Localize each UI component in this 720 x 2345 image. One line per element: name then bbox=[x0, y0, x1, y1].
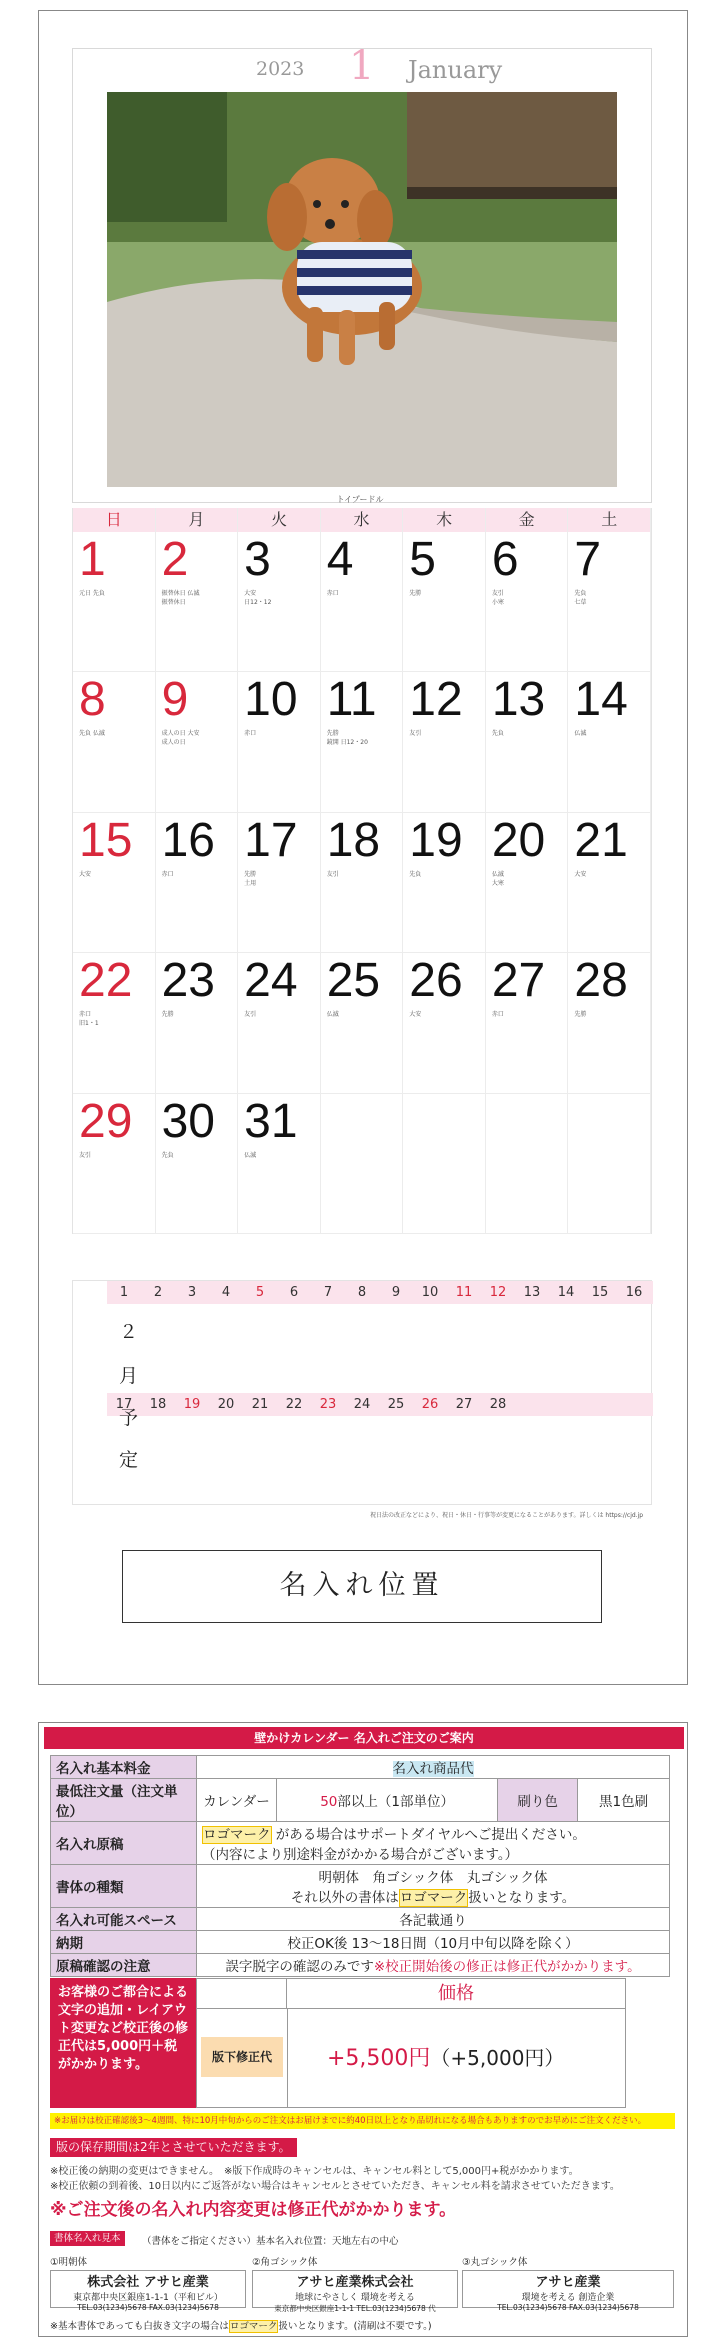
draft-text-2: （内容により別途料金がかかる場合がございます。） bbox=[202, 1847, 519, 1863]
due-label: 納期 bbox=[51, 1931, 197, 1954]
sample-company: アサヒ産業株式会社 bbox=[296, 2275, 414, 2290]
schedule-day: 12 bbox=[489, 1285, 507, 1300]
schedule-day: 5 bbox=[255, 1285, 265, 1300]
rokuyo-label: 赤口 bbox=[79, 1011, 92, 1019]
schedule-day: 13 bbox=[523, 1285, 541, 1300]
date-number: 11 bbox=[326, 673, 377, 727]
event-label: 小寒 bbox=[491, 599, 504, 606]
font-cell bbox=[197, 1865, 670, 1908]
date-number: 15 bbox=[79, 813, 133, 867]
rokuyo-label: 先負 bbox=[491, 730, 504, 738]
calendar-grid bbox=[72, 508, 652, 1234]
date-grid bbox=[73, 532, 651, 1234]
schedule-day: 10 bbox=[421, 1285, 439, 1300]
weekday-4: 木 bbox=[403, 508, 486, 532]
date-cell bbox=[238, 813, 321, 953]
date-number: 31 bbox=[244, 1094, 298, 1148]
rokuyo-label: 大安 bbox=[574, 870, 587, 878]
rokuyo-label: 先勝 bbox=[574, 1011, 587, 1019]
date-number: 16 bbox=[161, 813, 215, 867]
font-text-2b: 扱いとなります。 bbox=[468, 1890, 576, 1906]
date-number: 1 bbox=[79, 533, 106, 586]
sample-title: ①明朝体 bbox=[50, 2257, 88, 2268]
sample-contact: 東京都中央区銀座1-1-1 TEL.03(1234)5678 代 bbox=[274, 2304, 436, 2313]
date-cell bbox=[568, 672, 651, 812]
rokuyo-label: 元日 先負 bbox=[79, 590, 105, 597]
sample-box bbox=[252, 2270, 458, 2313]
date-cell bbox=[321, 813, 404, 953]
event-label: 大寒 bbox=[491, 879, 504, 887]
date-number: 21 bbox=[574, 813, 628, 867]
weekday-3: 水 bbox=[321, 508, 404, 532]
date-number: 5 bbox=[409, 533, 436, 586]
schedule-row-2 bbox=[107, 1393, 653, 1416]
retention-badge: 版の保存期間は2年とさせていただきます。 bbox=[50, 2138, 297, 2157]
date-cell bbox=[486, 1094, 569, 1234]
check-value-2: ※校正開始後の修正は修正代がかかります。 bbox=[373, 1959, 641, 1975]
event-label: 七草 bbox=[574, 599, 587, 606]
date-cell bbox=[73, 672, 156, 812]
date-cell bbox=[403, 953, 486, 1093]
table-row bbox=[51, 1865, 670, 1908]
schedule-day: 8 bbox=[357, 1285, 367, 1300]
date-cell bbox=[321, 1094, 404, 1234]
date-cell bbox=[156, 813, 239, 953]
date-cell bbox=[403, 1094, 486, 1234]
font-text-2a: それ以外の書体は bbox=[290, 1890, 399, 1906]
date-cell bbox=[403, 532, 486, 672]
event-label: 旧1・1 bbox=[79, 1020, 99, 1028]
font-sample-badge: 書体名入れ見本 bbox=[50, 2231, 125, 2246]
font-text-1: 明朝体 角ゴシック体 丸ゴシック体 bbox=[318, 1870, 548, 1886]
sample-contact: TEL.03(1234)5678 FAX.03(1234)5678 bbox=[497, 2303, 639, 2312]
date-cell bbox=[321, 532, 404, 672]
date-number: 17 bbox=[244, 813, 298, 867]
min-unit: 部以上（1部単位） bbox=[337, 1794, 454, 1810]
table-row bbox=[51, 1954, 670, 1977]
revision-fee-notice: お客様のご都合による文字の追加・レイアウト変更など校正後の修正代は5,000円＋税がかかります。 bbox=[50, 1978, 196, 2108]
table-row bbox=[51, 1908, 670, 1931]
schedule-day: 6 bbox=[289, 1285, 299, 1300]
date-cell bbox=[156, 532, 239, 672]
date-cell bbox=[238, 953, 321, 1093]
draft-label: 名入れ原稿 bbox=[51, 1822, 197, 1865]
sample-tagline: 環境を考える 創造企業 bbox=[521, 2293, 615, 2303]
schedule-day: 19 bbox=[183, 1397, 201, 1412]
min-calendar: カレンダー bbox=[197, 1779, 277, 1822]
date-number: 25 bbox=[326, 954, 381, 1008]
rokuyo-label: 振替休日 仏滅 bbox=[161, 590, 200, 597]
table-row bbox=[51, 1756, 670, 1779]
schedule-day: 17 bbox=[115, 1397, 133, 1412]
rokuyo-label: 仏滅 bbox=[244, 1151, 257, 1159]
date-number: 2 bbox=[161, 533, 189, 586]
rokuyo-label: 先負 bbox=[574, 590, 587, 597]
price-value: +5,500円 bbox=[327, 2046, 431, 2071]
price-label: 版下修正代 bbox=[201, 2037, 283, 2077]
logo-mark-tag: ロゴマーク bbox=[203, 1827, 271, 1843]
date-number: 20 bbox=[491, 813, 546, 867]
footer-note bbox=[50, 2318, 432, 2332]
date-number: 8 bbox=[79, 673, 106, 727]
event-label: 振替休日 bbox=[161, 599, 186, 606]
schedule-day: 20 bbox=[217, 1397, 235, 1412]
weekday-1: 月 bbox=[156, 508, 239, 532]
date-cell bbox=[238, 532, 321, 672]
rokuyo-label: 大安 bbox=[409, 1011, 422, 1019]
table-row bbox=[51, 1931, 670, 1954]
photo-caption: トイプードル bbox=[336, 495, 384, 504]
rokuyo-label: 仏滅 bbox=[491, 870, 504, 878]
date-cell bbox=[486, 953, 569, 1093]
schedule-day: 25 bbox=[387, 1397, 405, 1412]
dog-photo bbox=[107, 92, 617, 487]
date-number: 23 bbox=[161, 954, 215, 1008]
weekday-6: 土 bbox=[568, 508, 651, 532]
holiday-footnote: 祝日法の改正などにより、祝日・休日・行事等が変更になることがあります。詳しくは https://cjd.jp bbox=[370, 1512, 644, 1519]
date-cell bbox=[73, 813, 156, 953]
date-number: 12 bbox=[409, 673, 463, 727]
schedule-day: 18 bbox=[149, 1397, 167, 1412]
date-cell bbox=[486, 672, 569, 812]
date-cell bbox=[238, 672, 321, 812]
change-fee-notice: ※ご注文後の名入れ内容変更は修正代がかかります。 bbox=[50, 2200, 457, 2220]
check-cell bbox=[197, 1954, 670, 1977]
date-cell bbox=[403, 672, 486, 812]
due-value: 校正OK後 13～18日間（10月中旬以降を除く） bbox=[197, 1931, 670, 1954]
rokuyo-label: 赤口 bbox=[244, 730, 257, 738]
notice-line-2: ※校正依頼の到着後、10日以内にご返答がない場合はキャンセルとさせていただき、キャンセル料を請求させていただきます。 bbox=[50, 2181, 620, 2192]
sample-company: 株式会社 アサヒ産業 bbox=[87, 2275, 209, 2290]
schedule-day: 7 bbox=[323, 1285, 333, 1300]
date-cell bbox=[568, 532, 651, 672]
footer-logo-tag: ロゴマーク bbox=[229, 2321, 278, 2332]
sample-box bbox=[50, 2270, 246, 2312]
rokuyo-label: 大安 bbox=[79, 870, 92, 878]
schedule-day: 9 bbox=[391, 1285, 401, 1300]
weekday-2: 火 bbox=[238, 508, 321, 532]
delivery-notice: ※お届けは校正確認後3～4週間、特に10月中旬からのご注文はお届けまでに約40日以上となり品切れになる場合もありますのでお早めにご注文ください。 bbox=[50, 2113, 675, 2129]
schedule-day: 21 bbox=[251, 1397, 269, 1412]
font-label: 書体の種類 bbox=[51, 1865, 197, 1908]
date-number: 18 bbox=[326, 813, 381, 867]
rokuyo-label: 成人の日 大安 bbox=[161, 730, 200, 738]
rokuyo-label: 先負 bbox=[161, 1151, 174, 1159]
date-number: 10 bbox=[244, 673, 298, 727]
color-value: 黒1色刷 bbox=[578, 1779, 670, 1822]
date-number: 13 bbox=[491, 673, 546, 727]
schedule-day: 3 bbox=[187, 1285, 197, 1300]
date-cell bbox=[568, 1094, 651, 1234]
draft-text-1: がある場合はサポートダイヤルへご提出ください。 bbox=[275, 1827, 586, 1843]
toy-poodle-photo-illustration bbox=[107, 92, 617, 487]
rokuyo-label: 先勝 bbox=[326, 730, 339, 738]
check-label: 原稿確認の注意 bbox=[51, 1954, 197, 1977]
date-cell bbox=[321, 953, 404, 1093]
min-qty-cell bbox=[277, 1779, 498, 1822]
date-cell bbox=[486, 532, 569, 672]
base-fee-label: 名入れ基本料金 bbox=[51, 1756, 197, 1779]
order-table bbox=[50, 1755, 670, 1977]
color-label: 刷り色 bbox=[498, 1779, 578, 1822]
sample-title: ②角ゴシック体 bbox=[252, 2257, 318, 2268]
space-label: 名入れ可能スペース bbox=[51, 1908, 197, 1931]
date-number: 29 bbox=[79, 1094, 133, 1148]
event-label: 土用 bbox=[244, 879, 257, 887]
rokuyo-label: 先負 仏滅 bbox=[79, 730, 105, 738]
schedule-day: 14 bbox=[557, 1285, 575, 1300]
base-fee-value: 名入れ商品代 bbox=[392, 1761, 474, 1777]
schedule-label-3: 予 bbox=[119, 1407, 139, 1429]
date-cell bbox=[403, 813, 486, 953]
date-cell bbox=[238, 1094, 321, 1234]
date-cell bbox=[568, 953, 651, 1093]
date-cell bbox=[156, 1094, 239, 1234]
schedule-day: 22 bbox=[285, 1397, 303, 1412]
schedule-day: 15 bbox=[591, 1285, 609, 1300]
font-logo-tag: ロゴマーク bbox=[399, 1890, 468, 1906]
date-cell bbox=[156, 672, 239, 812]
weekday-0: 日 bbox=[73, 508, 156, 532]
name-position-box: 名入れ位置 bbox=[122, 1550, 602, 1623]
rokuyo-label: 友引 bbox=[491, 590, 504, 597]
min-qty: 50 bbox=[320, 1794, 338, 1810]
schedule-day: 26 bbox=[421, 1397, 439, 1412]
rokuyo-label: 赤口 bbox=[491, 1011, 504, 1019]
date-cell bbox=[73, 1094, 156, 1234]
price-header: 価格 bbox=[287, 1979, 625, 2009]
base-fee-cell bbox=[197, 1756, 670, 1779]
schedule-day: 27 bbox=[455, 1397, 473, 1412]
schedule-day: 16 bbox=[625, 1285, 643, 1300]
footer-b: 扱いとなります。(清刷は不要です。) bbox=[278, 2321, 432, 2332]
date-number: 4 bbox=[326, 533, 354, 586]
date-cell bbox=[321, 672, 404, 812]
font-sample-note: （書体をご指定ください）基本名入れ位置：天地左右の中心 bbox=[142, 2236, 399, 2247]
date-number: 19 bbox=[409, 813, 463, 867]
date-number: 14 bbox=[574, 673, 628, 727]
rokuyo-label: 先勝 bbox=[244, 870, 257, 878]
schedule-day: 4 bbox=[221, 1285, 231, 1300]
schedule-day: 2 bbox=[153, 1285, 163, 1300]
date-number: 24 bbox=[244, 954, 298, 1008]
rokuyo-label: 赤口 bbox=[161, 870, 174, 878]
rokuyo-label: 先勝 bbox=[161, 1011, 174, 1019]
date-number: 9 bbox=[161, 673, 189, 727]
date-number: 7 bbox=[574, 533, 602, 586]
date-number: 30 bbox=[161, 1094, 215, 1148]
event-label: 日12・12 bbox=[244, 599, 272, 606]
rokuyo-label: 友引 bbox=[79, 1151, 92, 1159]
draft-cell bbox=[197, 1822, 670, 1865]
sample-box bbox=[462, 2270, 674, 2312]
schedule-label-1: ２ bbox=[119, 1321, 139, 1343]
sample-title: ③丸ゴシック体 bbox=[462, 2257, 528, 2268]
space-value: 各記載通り bbox=[197, 1908, 670, 1931]
date-number: 28 bbox=[574, 954, 628, 1008]
month-name: January bbox=[408, 56, 503, 84]
sample-company: アサヒ産業 bbox=[535, 2275, 601, 2290]
schedule-day: 24 bbox=[353, 1397, 371, 1412]
rokuyo-label: 仏滅 bbox=[326, 1011, 339, 1019]
sample-tagline: 東京都中央区銀座1-1-1（平和ビル） bbox=[73, 2293, 223, 2303]
date-cell bbox=[73, 953, 156, 1093]
schedule-day: 28 bbox=[489, 1397, 507, 1412]
date-number: 3 bbox=[244, 533, 271, 586]
schedule-day: 23 bbox=[319, 1397, 337, 1412]
check-value-1: 誤字脱字の確認のみです bbox=[225, 1959, 374, 1975]
date-cell bbox=[568, 813, 651, 953]
schedule-row-1 bbox=[107, 1281, 653, 1304]
price-sub: （+5,000円） bbox=[430, 2046, 565, 2070]
rokuyo-label: 先勝 bbox=[409, 590, 422, 597]
sample-tagline: 地球にやさしく 環境を考える bbox=[295, 2293, 415, 2303]
year-label: 2023 bbox=[256, 58, 305, 80]
date-cell bbox=[156, 953, 239, 1093]
min-order-label: 最低注文量（注文単位） bbox=[51, 1779, 197, 1822]
event-label: 成人の日 bbox=[161, 739, 186, 747]
schedule-label-4: 定 bbox=[119, 1449, 139, 1471]
rokuyo-label: 大安 bbox=[244, 590, 257, 597]
date-number: 27 bbox=[491, 954, 546, 1008]
table-row bbox=[51, 1822, 670, 1865]
rokuyo-label: 友引 bbox=[409, 730, 422, 738]
rokuyo-label: 仏滅 bbox=[574, 730, 587, 738]
footer-a: ※基本書体であっても白抜き文字の場合は bbox=[50, 2321, 229, 2332]
date-cell bbox=[486, 813, 569, 953]
date-number: 26 bbox=[409, 954, 463, 1008]
date-number: 22 bbox=[79, 954, 133, 1008]
rokuyo-label: 友引 bbox=[326, 870, 339, 878]
rokuyo-label: 赤口 bbox=[326, 590, 339, 597]
price-table bbox=[196, 1978, 626, 2108]
next-month-schedule bbox=[72, 1280, 652, 1505]
month-number: 1 bbox=[349, 43, 375, 89]
rokuyo-label: 先負 bbox=[409, 870, 422, 878]
date-cell bbox=[73, 532, 156, 672]
weekday-header bbox=[73, 508, 651, 532]
table-row bbox=[51, 1779, 670, 1822]
schedule-label-2: 月 bbox=[119, 1365, 139, 1387]
rokuyo-label: 友引 bbox=[244, 1011, 257, 1019]
sample-contact: TEL.03(1234)5678 FAX.03(1234)5678 bbox=[77, 2303, 219, 2312]
schedule-day: 11 bbox=[455, 1285, 473, 1300]
price-value-wrap bbox=[327, 2041, 564, 2072]
weekday-5: 金 bbox=[486, 508, 569, 532]
order-title: 壁かけカレンダー 名入れご注文のご案内 bbox=[44, 1727, 684, 1749]
event-label: 鏡開 日12・20 bbox=[326, 739, 368, 747]
notice-line-1: ※校正後の納期の変更はできません。 ※版下作成時のキャンセルは、キャンセル料として5,000円+税がかかります。 bbox=[50, 2166, 579, 2177]
schedule-day: 1 bbox=[119, 1285, 129, 1300]
date-number: 6 bbox=[491, 533, 519, 586]
